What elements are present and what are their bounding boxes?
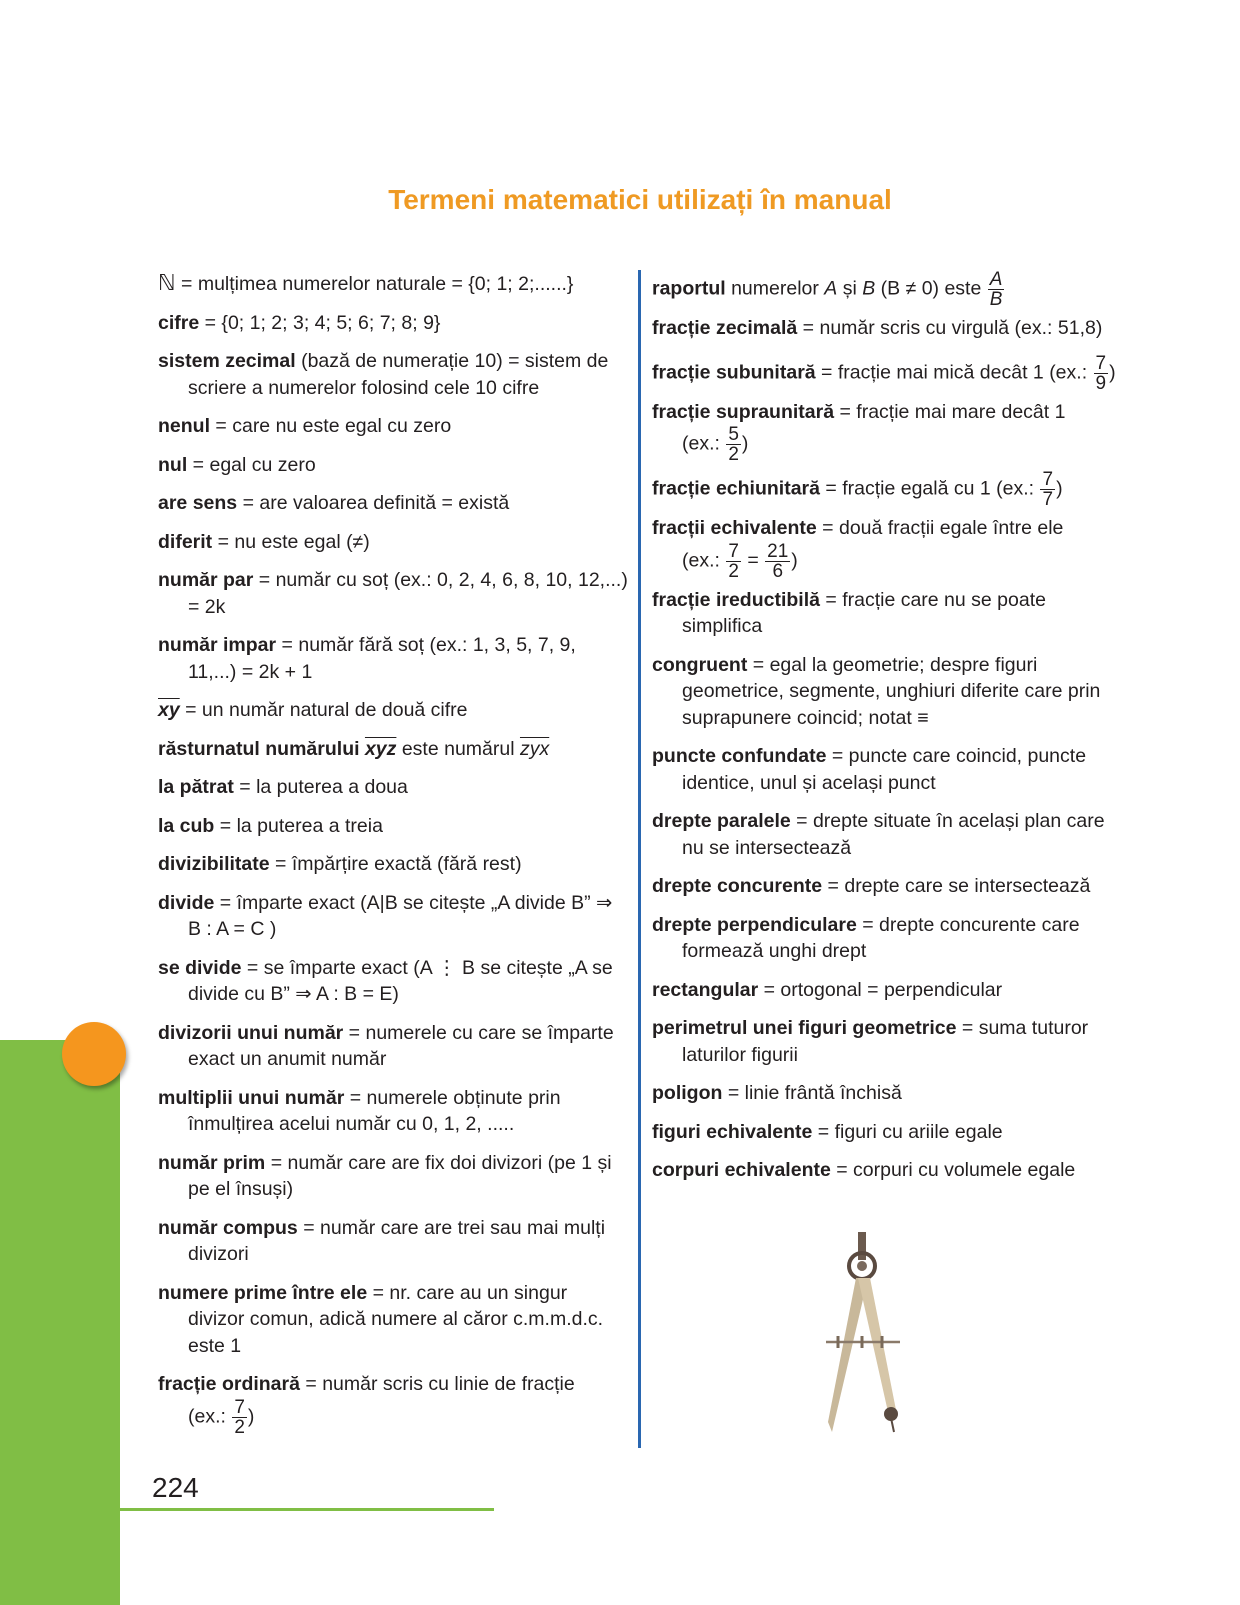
entry-are-sens: are sens = are valoarea definită = există [158,492,510,514]
green-side-band [0,1045,120,1605]
entry-numar-impar: număr impar = număr fără soț (ex.: 1, 3, 5, 7, 9, 11,...) = 2k + 1 [158,634,576,683]
entry-N: ℕ = mulțimea numerelor naturale = {0; 1; 2;......} [158,270,574,295]
entry-congruent: congruent = egal la geometrie; despre figuri geometrice, segmente, unghiuri diferite care prin suprapunere coincid; notat ≡ [652,653,1101,729]
entry-numar-compus: număr compus = număr care are trei sau mai mulți divizori [158,1216,606,1265]
entry-cifre: cifre = {0; 1; 2; 3; 4; 5; 6; 7; 8; 9} [158,311,441,334]
entry-fractie-subunitara: fracție subunitară = fracție mai mică decât 1 (ex.: $\frac{7}{9}$ ) [652,352,1116,394]
entry-numar-prim: număr prim = număr care are fix doi divizori (pe 1 și pe el însuși) [158,1151,612,1200]
entry-perimetrul: perimetrul unei figuri geometrice = suma tuturor laturilor figurii [652,1017,1089,1066]
entry-numar-par: număr par = număr cu soț (ex.: 0, 2, 4, 6, 8, 10, 12,...) = 2k [158,569,628,618]
entry-puncte-confundate: puncte confundate = puncte care coincid, puncte identice, unul și același punct [652,745,1087,794]
fraction: $\frac{7}{7}$ [1042,469,1054,510]
entry-se-divide: se divide = se împarte exact (A ⋮ B se citește „A se divide cu B” ⇒ A : B = E) [158,956,613,1005]
entry-drepte-concurente: drepte concurente = drepte care se intersectează [652,875,1091,897]
entry-corpuri-echivalente: corpuri echivalente = corpuri cu volumele egale [652,1159,1076,1181]
fraction: $\frac{A}{B}$ [989,269,1003,310]
entry-figuri-echivalente: figuri echivalente = figuri cu ariile egale [652,1120,1003,1143]
right-column [652,270,1122,1196]
entry-drepte-perpendiculare: drepte perpendiculare = drepte concurente care formează unghi drept [652,913,1080,962]
entry-fractie-supraunitara: fracție supraunitară = fracție mai mare decât 1 (ex.: $\frac{5}{2}$ ) [652,400,1066,465]
entry-la-patrat: la pătrat = la puterea a doua [158,776,408,798]
entry-multiplii: multiplii unui număr = numerele obținute prin înmulțirea acelui număr cu 0, 1, 2, ..... [158,1086,561,1135]
entry-diferit: diferit = nu este egal (≠) [158,530,370,553]
entry-fractii-echivalente: fracții echivalente = două fracții egale între ele (ex.: $\frac{7}{2}$ = $\frac{21}{6}$ ) [652,517,1064,582]
entry-divide: divide = împarte exact (A|B se citește „A divide B” ⇒ B : A = C ) [158,891,613,940]
entry-divizibilitate: divizibilitate = împărțire exactă (fără rest) [158,853,522,875]
fraction: $\frac{5}{2}$ [728,424,739,465]
left-column [158,270,628,1449]
entry-fractie-ordinara: fracție ordinară = număr scris cu linie de fracție (ex.: $\frac{7}{2}$ ) [158,1373,575,1438]
fraction: $\frac{7}{2}$ [234,1396,245,1438]
entry-raportul: raportul numerelor A și B (B ≠ 0) este $\frac{A}{B}$ [652,269,1003,310]
footer-line [120,1508,494,1511]
fraction: $\frac{7}{9}$ [1095,352,1107,394]
fraction: $\frac{21}{6}$ [767,540,789,582]
entry-rasturnatul: răsturnatul numărului $\overline{xyz}$ este numărul $\overline{zyx}$ [158,737,550,760]
entry-xy: $\overline{xy}$ = un număr natural de două cifre [158,699,468,721]
entry-divizorii: divizorii unui număr = numerele cu care se împarte exact un anumit număr [158,1021,614,1070]
entry-fractie-echiunitara: fracție echiunitară = fracție egală cu 1 (ex.: $\frac{7}{7}$ ) [652,469,1063,510]
entry-fractie-zecimala: fracție zecimală = număr scris cu virgulă (ex.: 51,8) [652,317,1103,339]
page-title: Termeni matematici utilizați în manual [388,184,892,215]
entry-nenul: nenul = care nu este egal cu zero [158,415,452,437]
entry-drepte-paralele: drepte paralele = drepte situate în același plan care nu se intersectează [652,810,1105,859]
entry-nul: nul = egal cu zero [158,453,316,476]
entry-sistem-zecimal: sistem zecimal (bază de numerație 10) = sistem de scriere a numerelor folosind cele 10 cifre [158,350,609,399]
orange-circle-decoration [62,1022,126,1086]
column-divider [638,270,641,1448]
entry-fractie-ireductibila: fracție ireductibilă = fracție care nu se poate simplifica [652,588,1046,637]
entry-la-cub: la cub = la puterea a treia [158,814,383,837]
drawing-compass-icon [818,1232,918,1452]
entry-prime-intre-ele: numere prime între ele = nr. care au un singur divizor comun, adică numere al căror c.m.m.d.c. este 1 [158,1281,604,1357]
entry-poligon: poligon = linie frântă închisă [652,1082,902,1104]
fraction: $\frac{7}{2}$ [728,540,739,582]
page-number: 224 [152,1472,199,1503]
entry-rectangular: rectangular = ortogonal = perpendicular [652,978,1003,1001]
